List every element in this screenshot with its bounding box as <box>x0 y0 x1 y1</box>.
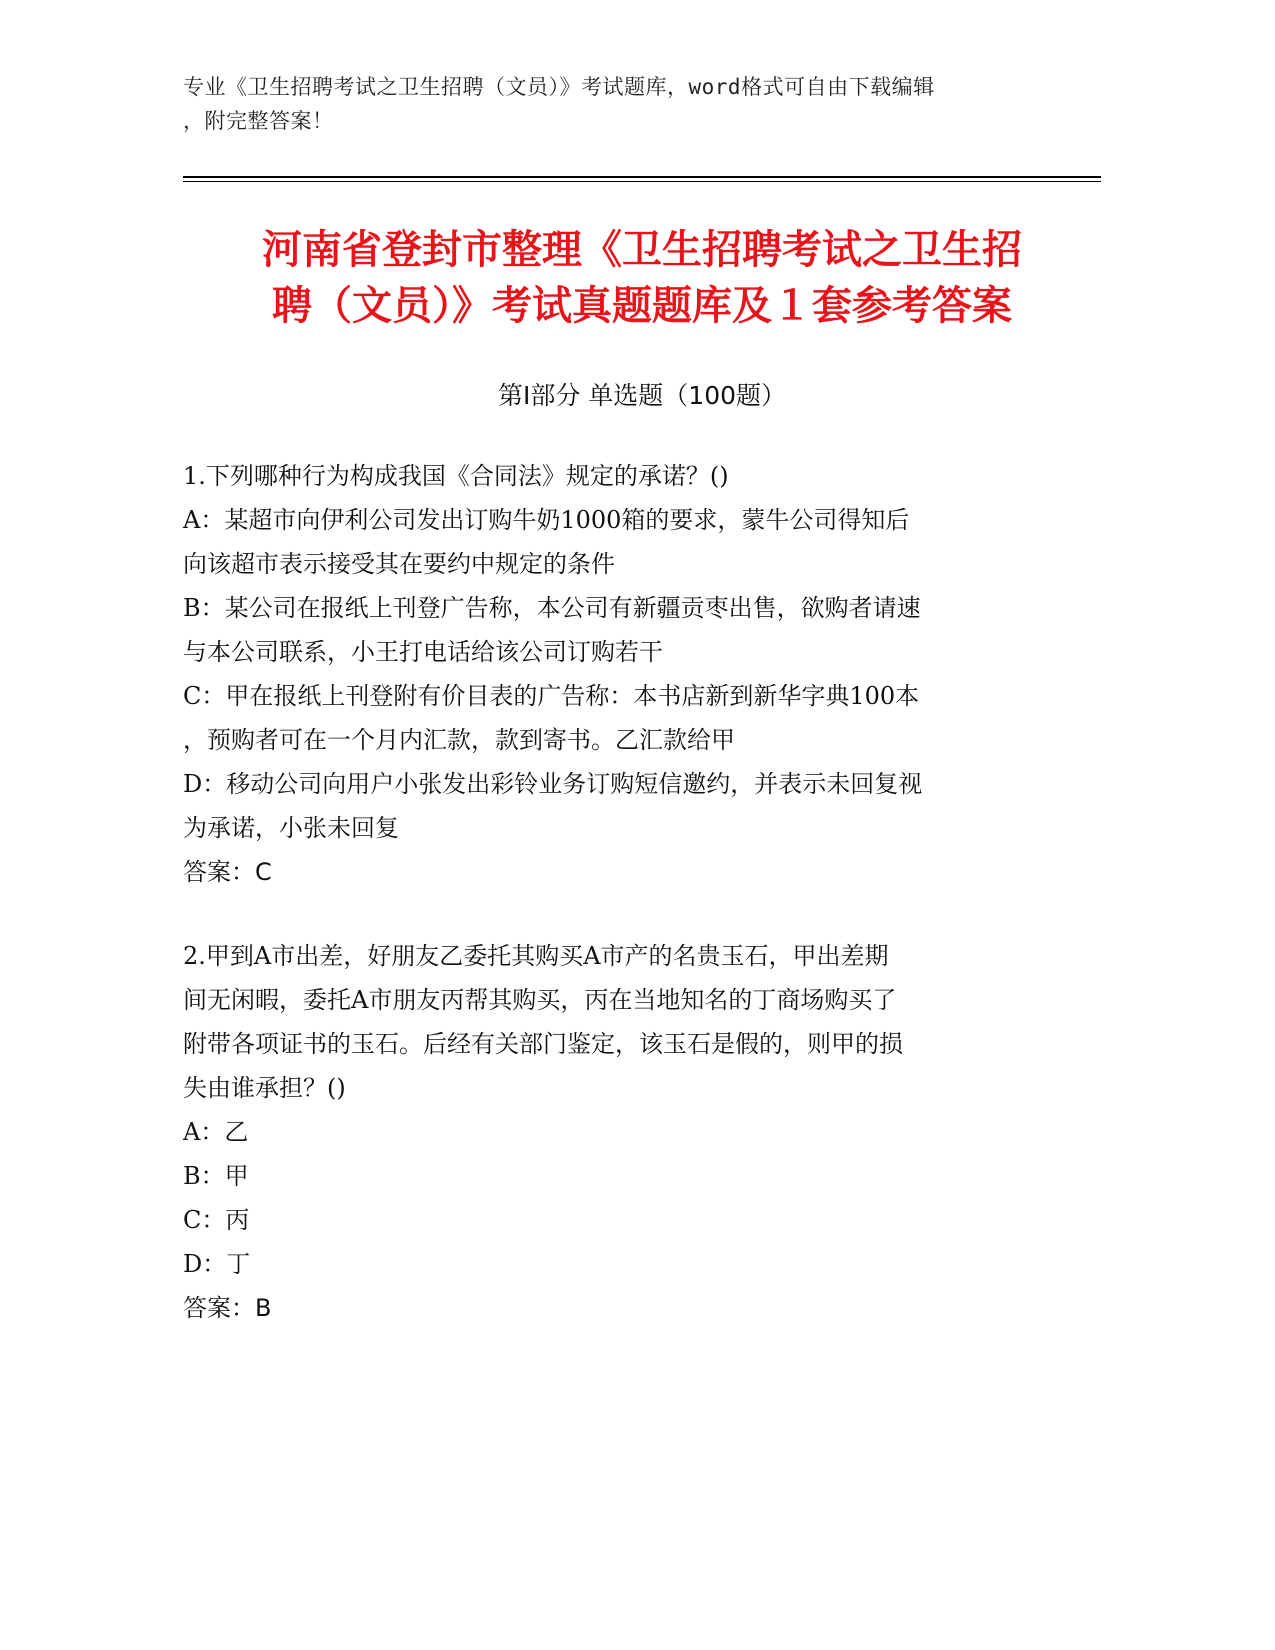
option-c-line: C：甲在报纸上刊登附有价目表的广告称：本书店新到新华字典100本 <box>183 682 920 710</box>
option-d-line: D：移动公司向用户小张发出彩铃业务订购短信邀约，并表示未回复视 <box>183 770 923 798</box>
question-stem-line: 1.下列哪种行为构成我国《合同法》规定的承诺？() <box>183 462 729 490</box>
document-title <box>183 222 1101 334</box>
header-divider-thin <box>183 181 1101 182</box>
question-stem-line: 间无闲暇，委托A市朋友丙帮其购买，丙在当地知名的丁商场购买了 <box>183 986 897 1014</box>
option-a-line: A：乙 <box>183 1118 249 1146</box>
answer-label: 答案：B <box>183 1294 272 1322</box>
header-divider-thick <box>183 176 1101 178</box>
header-note-line: ，附完整答案！ <box>183 109 334 133</box>
question-stem-line: 失由谁承担？() <box>183 1074 346 1102</box>
option-c-line: C：丙 <box>183 1206 250 1234</box>
answer-label: 答案：C <box>183 858 272 886</box>
option-d-line: D：丁 <box>183 1250 251 1278</box>
document-title-line: 河南省登封市整理《卫生招聘考试之卫生招 <box>262 227 1022 273</box>
question-2 <box>183 934 1063 1330</box>
option-b-line: B：甲 <box>183 1162 249 1190</box>
option-b-line: B：某公司在报纸上刊登广告称，本公司有新疆贡枣出售，欲购者请速 <box>183 594 921 622</box>
option-a-line: A：某超市向伊利公司发出订购牛奶1000箱的要求，蒙牛公司得知后 <box>183 506 910 534</box>
document-title-line: 聘（文员）》考试真题题库及１套参考答案 <box>272 283 1012 329</box>
question-1 <box>183 454 1063 894</box>
option-a-line: 向该超市表示接受其在要约中规定的条件 <box>183 550 615 578</box>
section-heading: 第Ⅰ部分 单选题（100题） <box>497 381 787 410</box>
question-stem-line: 2.甲到A市出差，好朋友乙委托其购买A市产的名贵玉石，甲出差期 <box>183 942 889 970</box>
option-c-line: ，预购者可在一个月内汇款，款到寄书。乙汇款给甲 <box>183 726 735 754</box>
header-note-line: 专业《卫生招聘考试之卫生招聘（文员）》考试题库，word格式可自由下载编辑 <box>183 75 935 99</box>
option-b-line: 与本公司联系，小王打电话给该公司订购若干 <box>183 638 663 666</box>
question-stem-line: 附带各项证书的玉石。后经有关部门鉴定，该玉石是假的，则甲的损 <box>183 1030 903 1058</box>
header-note <box>183 70 1063 138</box>
option-d-line: 为承诺，小张未回复 <box>183 814 399 842</box>
